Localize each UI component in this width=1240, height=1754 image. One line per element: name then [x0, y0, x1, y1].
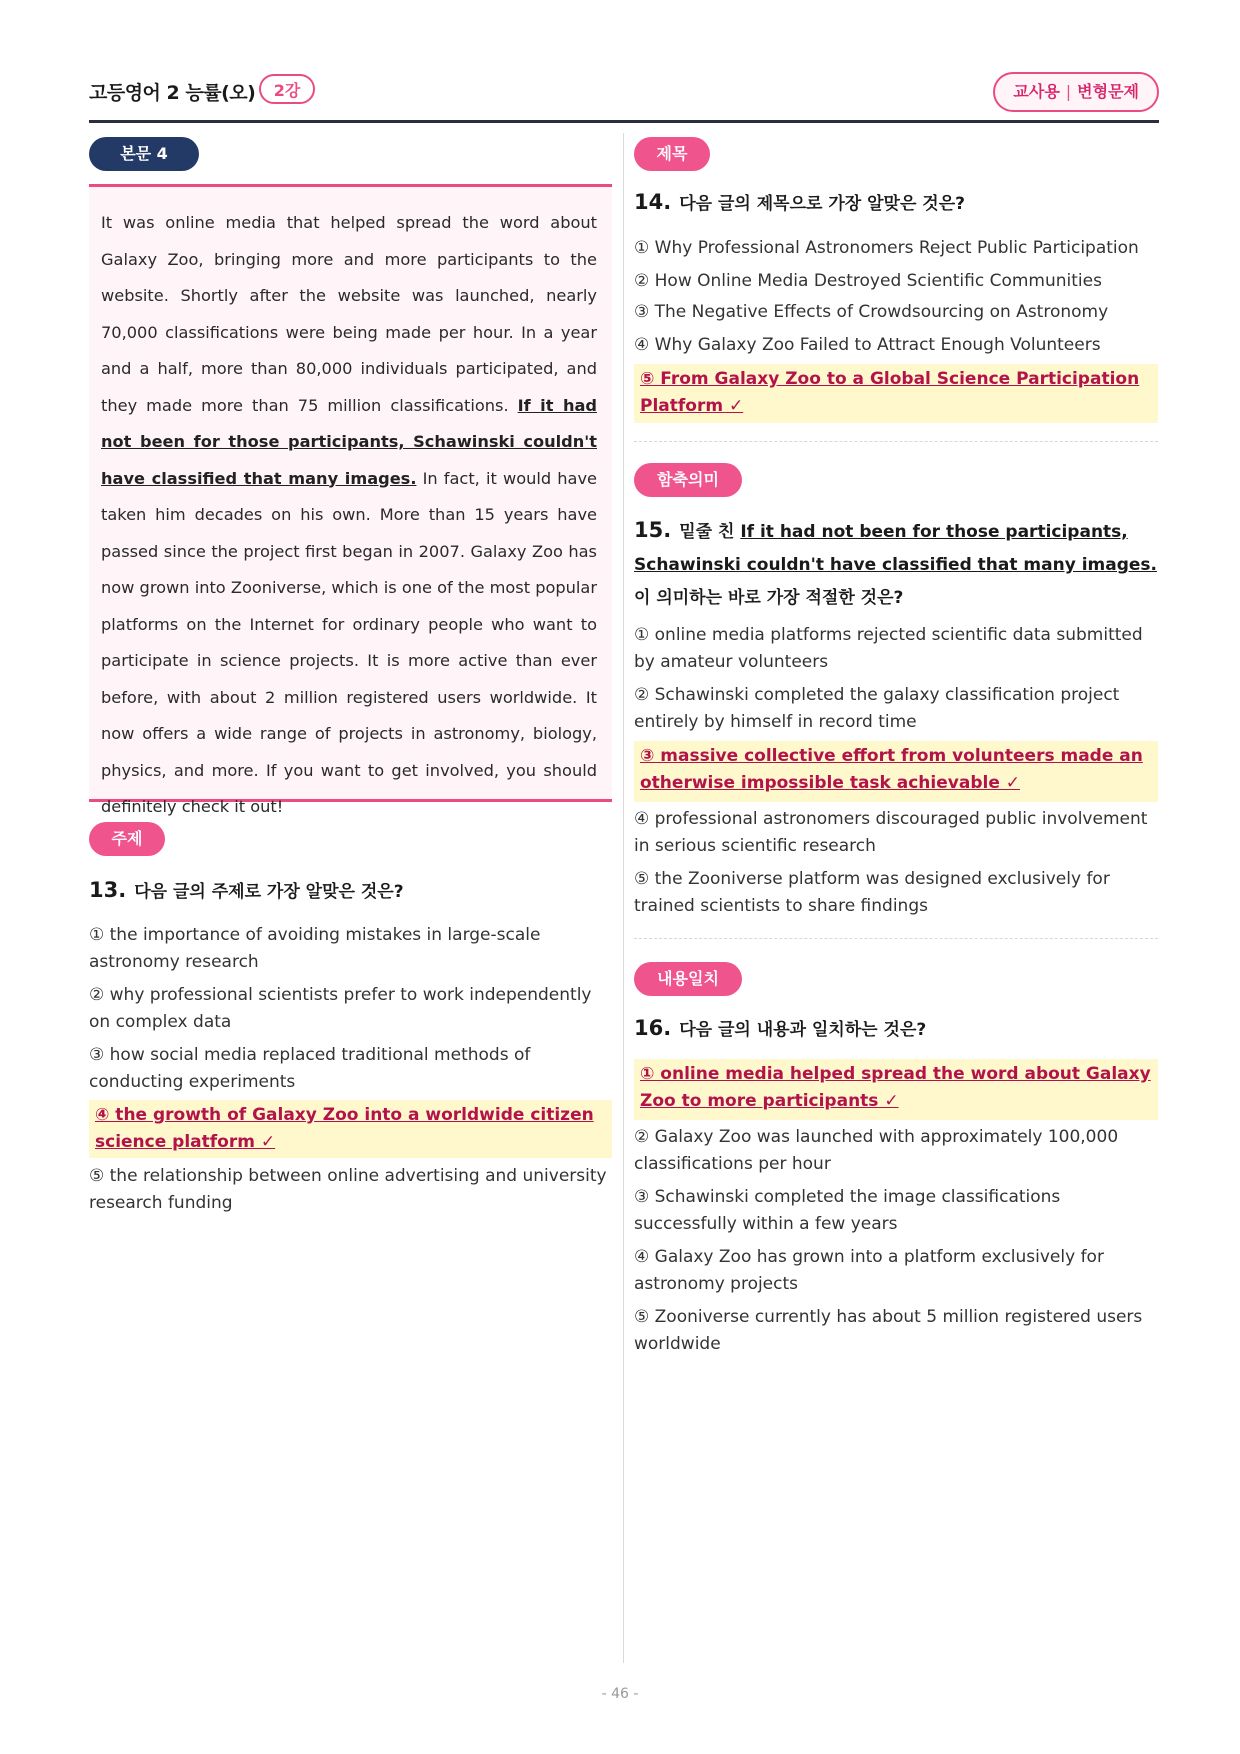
q14-option-5-answer[interactable]: ⑤ From Galaxy Zoo to a Global Science Participation Platform ✓	[634, 364, 1158, 423]
q15-title	[634, 514, 1160, 615]
header-rule	[89, 120, 1159, 123]
q16-title	[634, 1012, 926, 1047]
page-number: - 46 -	[601, 1686, 639, 1702]
q15-question-pre: 밑줄 친	[679, 522, 741, 542]
book-title: 고등영어 2 능률(오)	[89, 82, 256, 104]
q14-number: 14.	[634, 190, 672, 214]
q16-option-4[interactable]: ④ Galaxy Zoo has grown into a platform exclusively for astronomy projects	[634, 1247, 1104, 1294]
q13-badge: 주제	[89, 822, 165, 856]
q14-option-4[interactable]: ④ Why Galaxy Zoo Failed to Attract Enough Volunteers	[634, 335, 1101, 355]
q16-option-1-answer[interactable]: ① online media helped spread the word about Galaxy Zoo to more participants ✓	[634, 1059, 1158, 1120]
q14-title	[634, 186, 965, 221]
q16-question: 다음 글의 내용과 일치하는 것은?	[679, 1020, 927, 1040]
q16-option-2[interactable]: ② Galaxy Zoo was launched with approximately 100,000 classifications per hour	[634, 1127, 1119, 1174]
column-divider	[623, 133, 624, 1663]
divider-q14	[634, 441, 1158, 442]
passage-text	[101, 205, 597, 826]
q15-badge: 함축의미	[634, 463, 742, 497]
q13-number: 13.	[89, 878, 127, 902]
badge-separator: |	[1065, 82, 1072, 101]
q13-option-5[interactable]: ⑤ the relationship between online advertising and university research funding	[89, 1166, 607, 1213]
q15-number: 15.	[634, 518, 672, 542]
q15-question-post: 이 의미하는 바로 가장 적절한 것은?	[634, 588, 904, 608]
q13-option-3[interactable]: ③ how social media replaced traditional methods of conducting experiments	[89, 1045, 531, 1092]
q16-badge: 내용일치	[634, 962, 742, 996]
q15-option-1[interactable]: ① online media platforms rejected scientific data submitted by amateur volunteers	[634, 625, 1143, 672]
q15-question-underlined: If it had not been for those participants, Schawinski couldn't have classified that many images.	[634, 522, 1157, 575]
passage-box	[89, 184, 612, 816]
passage-text-b: In fact, it would have taken him decades on his own. More than 15 years have passed since the project first began in 2007. Galaxy Zoo has now grown into Zooniverse, which is one of the most popular platforms on the Internet for ordinary people who want to participate in science projects. It is more active than ever before, with about 2 million registered users worldwide. It now offers a wide range of projects in astronomy, biology, physics, and more. If you want to get involved, you should definitely check it out!	[101, 468, 597, 816]
teacher-label: 교사용	[1013, 82, 1060, 101]
q15-option-4[interactable]: ④ professional astronomers discouraged public involvement in serious scientific research	[634, 809, 1148, 856]
q16-number: 16.	[634, 1016, 672, 1040]
q13-option-1[interactable]: ① the importance of avoiding mistakes in large-scale astronomy research	[89, 925, 541, 972]
q14-option-2[interactable]: ② How Online Media Destroyed Scientific Communities	[634, 271, 1102, 291]
divider-q15	[634, 938, 1158, 939]
q14-badge: 제목	[634, 137, 710, 171]
q15-option-5[interactable]: ⑤ the Zooniverse platform was designed exclusively for trained scientists to share findings	[634, 869, 1110, 916]
q13-option-2[interactable]: ② why professional scientists prefer to work independently on complex data	[89, 985, 592, 1032]
page-header	[89, 72, 1159, 122]
teacher-badge	[993, 72, 1159, 112]
q14-question: 다음 글의 제목으로 가장 알맞은 것은?	[679, 194, 965, 214]
type-label: 변형문제	[1077, 82, 1139, 101]
passage-text-a: It was online media that helped spread the word about Galaxy Zoo, bringing more and more participants to the website. Shortly after the website was launched, nearly 70,000 classifications were being made per hour. In a year and a half, more than 80,000 individuals participated, and they made more than 75 million classifications.	[101, 213, 597, 415]
q13-title	[89, 874, 404, 909]
lesson-badge: 2강	[259, 74, 315, 104]
passage-underlined: If it had not been for those participants, Schawinski couldn't have classified that many images.	[101, 395, 597, 488]
q13-question: 다음 글의 주제로 가장 알맞은 것은?	[134, 882, 404, 902]
q15-option-3-answer[interactable]: ③ massive collective effort from volunteers made an otherwise impossible task achievable ✓	[634, 741, 1158, 802]
q14-option-1[interactable]: ① Why Professional Astronomers Reject Public Participation	[634, 238, 1139, 258]
passage-badge: 본문 4	[89, 137, 199, 171]
q16-option-5[interactable]: ⑤ Zooniverse currently has about 5 million registered users worldwide	[634, 1307, 1143, 1354]
q16-option-3[interactable]: ③ Schawinski completed the image classifications successfully within a few years	[634, 1187, 1061, 1234]
q13-option-4-answer[interactable]: ④ the growth of Galaxy Zoo into a worldwide citizen science platform ✓	[89, 1100, 612, 1158]
q15-option-2[interactable]: ② Schawinski completed the galaxy classification project entirely by himself in record time	[634, 685, 1120, 732]
q14-option-3[interactable]: ③ The Negative Effects of Crowdsourcing on Astronomy	[634, 302, 1109, 322]
